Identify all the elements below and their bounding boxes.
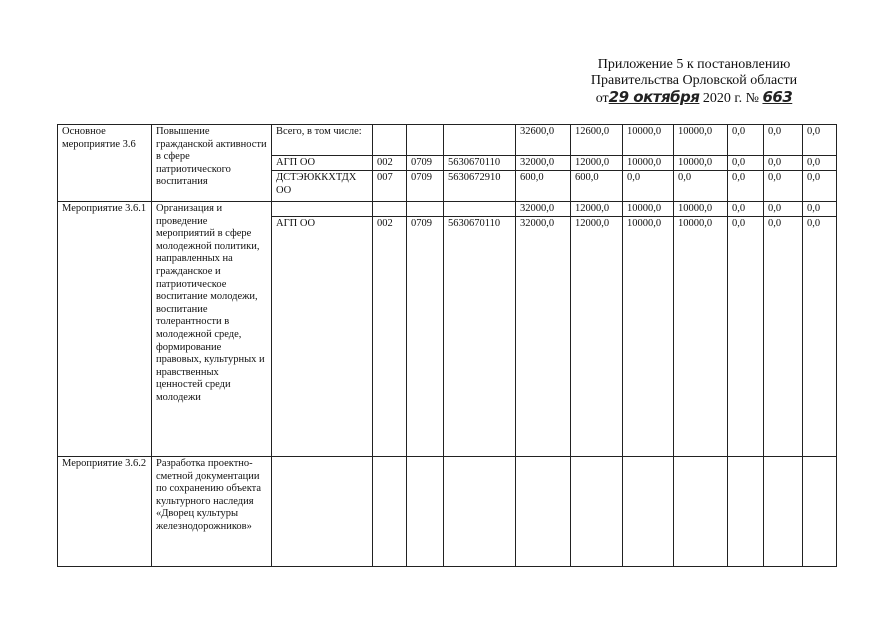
value-cell: 0,0 [803, 171, 837, 202]
value-cell: 0,0 [728, 125, 764, 156]
value-cell: 10000,0 [623, 202, 674, 217]
value-cell: 10000,0 [674, 156, 728, 171]
value-cell: 0,0 [728, 202, 764, 217]
value-cell: 10000,0 [623, 156, 674, 171]
csr-cell: 5630670110 [444, 156, 516, 171]
handwritten-date: 29 октября [608, 88, 700, 106]
value-cell: 0,0 [764, 202, 803, 217]
event-name-cell: Разработка проектно-сметной документации по сохранению объекта культурного наследия «Дворец культуры железнодорожников» [152, 457, 272, 567]
rzpr-cell [407, 202, 444, 217]
value-cell: 0,0 [764, 217, 803, 457]
empty-cell [373, 457, 407, 567]
value-cell: 0,0 [728, 171, 764, 202]
value-cell: 0,0 [728, 217, 764, 457]
document-header [564, 57, 824, 107]
csr-cell [444, 125, 516, 156]
source-cell: Всего, в том числе: [272, 125, 373, 156]
header-line-3 [564, 89, 824, 107]
header-prefix: от [595, 91, 609, 106]
empty-cell [623, 457, 674, 567]
empty-cell [728, 457, 764, 567]
grbs-cell: 002 [373, 156, 407, 171]
header-line-2: Правительства Орловской области [590, 73, 798, 88]
rzpr-cell [407, 125, 444, 156]
value-cell: 32000,0 [516, 156, 571, 171]
event-title-cell: Мероприятие 3.6.1 [58, 202, 152, 457]
csr-cell: 5630672910 [444, 171, 516, 202]
value-cell: 32000,0 [516, 217, 571, 457]
event-name-cell: Повышение гражданской активности в сфере патриотического воспитания [152, 125, 272, 202]
table-row [58, 202, 837, 217]
empty-cell [764, 457, 803, 567]
value-cell: 10000,0 [674, 202, 728, 217]
value-cell: 0,0 [803, 202, 837, 217]
csr-cell [444, 202, 516, 217]
rzpr-cell: 0709 [407, 171, 444, 202]
source-cell [272, 202, 373, 217]
header-line-1: Приложение 5 к постановлению [597, 57, 791, 72]
header-year: 2020 г. № [702, 91, 759, 106]
empty-cell [571, 457, 623, 567]
empty-cell [272, 457, 373, 567]
value-cell: 0,0 [803, 156, 837, 171]
value-cell: 12000,0 [571, 202, 623, 217]
source-cell: АГП ОО [272, 217, 373, 457]
handwritten-number: 663 [762, 88, 793, 106]
value-cell: 0,0 [803, 217, 837, 457]
value-cell: 0,0 [623, 171, 674, 202]
value-cell: 0,0 [728, 156, 764, 171]
empty-cell [444, 457, 516, 567]
value-cell: 32600,0 [516, 125, 571, 156]
value-cell: 10000,0 [674, 217, 728, 457]
value-cell: 600,0 [516, 171, 571, 202]
value-cell: 12000,0 [571, 156, 623, 171]
grbs-cell: 002 [373, 217, 407, 457]
table-row [58, 457, 837, 567]
value-cell: 0,0 [764, 156, 803, 171]
value-cell: 600,0 [571, 171, 623, 202]
value-cell: 0,0 [764, 171, 803, 202]
source-cell: АГП ОО [272, 156, 373, 171]
value-cell: 0,0 [674, 171, 728, 202]
empty-cell [803, 457, 837, 567]
grbs-cell: 007 [373, 171, 407, 202]
value-cell: 10000,0 [674, 125, 728, 156]
grbs-cell [373, 202, 407, 217]
source-cell: ДСТЭЮККХТДХ ОО [272, 171, 373, 202]
budget-table [57, 124, 837, 567]
rzpr-cell: 0709 [407, 156, 444, 171]
value-cell: 0,0 [764, 125, 803, 156]
value-cell: 10000,0 [623, 217, 674, 457]
grbs-cell [373, 125, 407, 156]
event-name-cell: Организация и проведение мероприятий в сфере молодежной политики, направленных на гражданское и патриотическое воспитание молодежи, воспитание толерантности в молодежной среде, формирование правовых, культурных и нравственных ценностей среди молодежи [152, 202, 272, 457]
table-row [58, 125, 837, 156]
event-title-cell: Основное мероприятие 3.6 [58, 125, 152, 202]
empty-cell [516, 457, 571, 567]
empty-cell [407, 457, 444, 567]
value-cell: 12600,0 [571, 125, 623, 156]
csr-cell: 5630670110 [444, 217, 516, 457]
value-cell: 32000,0 [516, 202, 571, 217]
event-title-cell: Мероприятие 3.6.2 [58, 457, 152, 567]
rzpr-cell: 0709 [407, 217, 444, 457]
empty-cell [674, 457, 728, 567]
value-cell: 12000,0 [571, 217, 623, 457]
value-cell: 0,0 [803, 125, 837, 156]
value-cell: 10000,0 [623, 125, 674, 156]
